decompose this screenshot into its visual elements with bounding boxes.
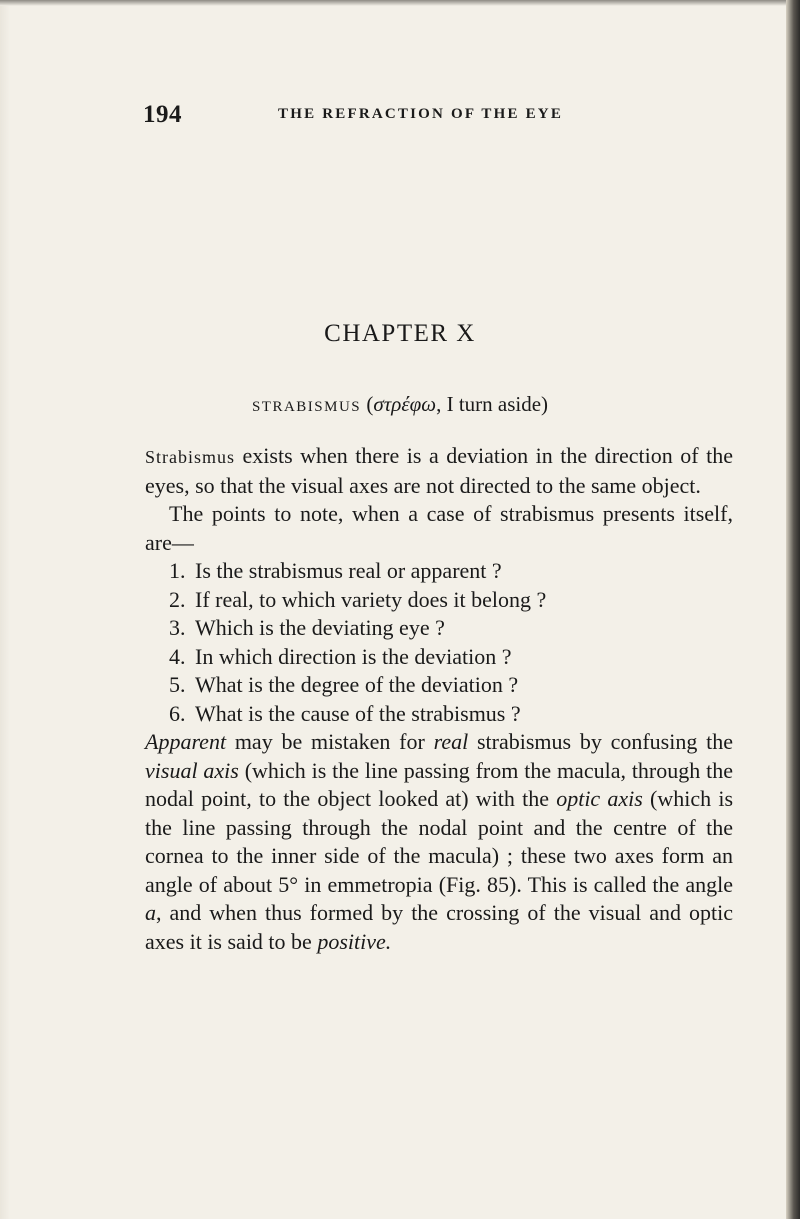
body-text	[145, 442, 733, 956]
list-item-text: What is the degree of the deviation ?	[195, 672, 519, 697]
page-top-edge	[0, 0, 800, 6]
list-item	[145, 700, 733, 729]
subheading-open: (	[361, 392, 374, 416]
list-item-number: 2.	[169, 586, 186, 612]
list-item-text: Is the strabismus real or apparent ?	[195, 558, 502, 583]
list-item	[145, 614, 733, 643]
paragraph-3-text-3: (which is the line passing from the macula, through the nodal point, to the object looked at) with the	[145, 757, 733, 811]
term-apparent: Apparent	[145, 729, 227, 754]
list-item-number: 3.	[169, 615, 186, 640]
term-real: real	[433, 729, 469, 754]
paragraph-3-text-5: , and when thus formed by the crossing of the visual and optic axes it is said to be	[145, 900, 733, 954]
chapter-heading: CHAPTER X	[324, 320, 476, 347]
page-number: 194	[143, 101, 182, 128]
lead-word: Strabismus	[145, 447, 236, 467]
list-item-number: 6.	[169, 700, 186, 726]
term-alpha: a	[145, 900, 156, 925]
paragraph-2: The points to note, when a case of strabismus presents itself, are—	[145, 501, 733, 555]
term-visual-axis: visual axis	[145, 757, 239, 783]
list-item-text: Which is the deviating eye ?	[195, 615, 445, 640]
list-item-text: What is the cause of the strabismus ?	[195, 700, 521, 726]
list-item	[145, 643, 733, 672]
paragraph-1-text: exists when there is a deviation in the direction of the eyes, so that the visual axes are not directed to the same object.	[145, 443, 733, 498]
chapter-subheading	[0, 392, 800, 417]
paragraph-1	[145, 442, 733, 500]
page-left-edge	[0, 0, 10, 1219]
subheading-term: STRABISMUS	[251, 399, 362, 415]
term-optic-axis: optic axis	[556, 786, 643, 811]
list-item-number: 4.	[169, 643, 186, 669]
subheading-rest: , I turn aside)	[436, 392, 549, 416]
question-list	[145, 557, 733, 728]
paragraph-3-text-2: strabismus by confusing the	[468, 729, 733, 754]
list-item-number: 1.	[169, 558, 186, 583]
list-item	[145, 586, 733, 615]
paragraph-3	[145, 728, 733, 956]
paragraph-3-text-1: may be mistaken for	[226, 729, 434, 754]
list-item-text: In which direction is the deviation ?	[195, 643, 512, 669]
list-item-number: 5.	[169, 672, 186, 697]
running-head	[143, 101, 663, 131]
subheading-greek: στρέφω	[373, 392, 437, 416]
list-item	[145, 557, 733, 586]
list-item	[145, 671, 733, 700]
page-binding-edge	[786, 0, 800, 1219]
paragraph-3-text-4: (which is the line passing through the nodal point and the centre of the cornea to the inner side of the macula) ; these two axes form an angle of about 5° in emmetropia (Fig. 85). This is called the angle	[145, 786, 734, 897]
running-title: THE REFRACTION OF THE EYE	[278, 106, 564, 122]
list-item-text: If real, to which variety does it belong ?	[195, 586, 547, 612]
term-positive: positive.	[317, 928, 392, 954]
